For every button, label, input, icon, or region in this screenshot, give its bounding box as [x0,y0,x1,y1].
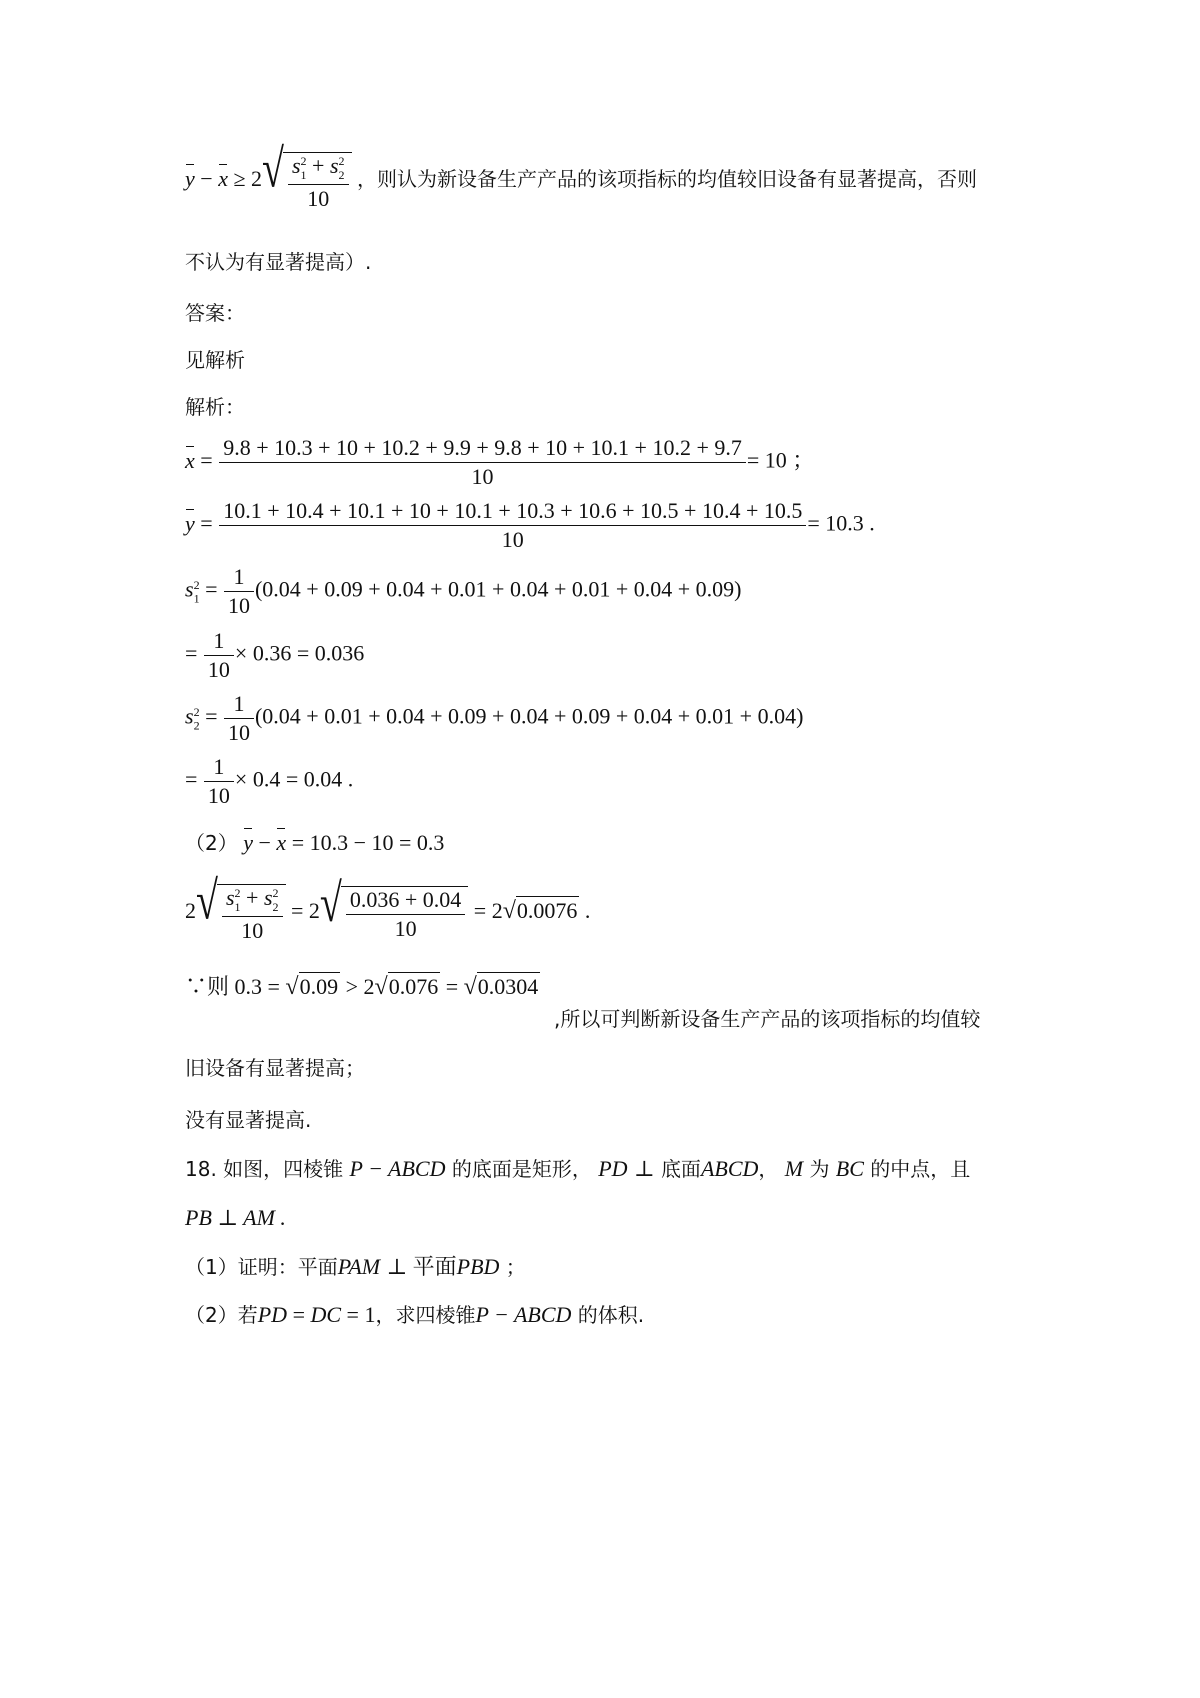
analysis-label: 解析： [185,395,245,419]
xbar-symbol: x [218,166,228,192]
s2-variance-result: = $\frac{1}{10}$ × 0.4 = 0.04 . [185,754,354,808]
sqrt-expression: √ $\frac{s_1^2 + s_2^2}{10}$ [262,152,352,210]
question-18-part1: （1）证明：平面PAM ⊥ 平面PBD ； [185,1254,526,1279]
because-comparison: ∵则 0.3 = √0.09 > 2√0.076 = √0.0304 [185,974,539,1000]
answer-label: 答案： [185,301,245,325]
s1-variance-result: = $\frac{1}{10}$ × 0.36 = 0.036 [185,628,365,682]
question-18-part2: （2）若PD = DC = 1，求四棱锥P − ABCD 的体积. [185,1302,645,1327]
no-improvement-text: 没有显著提高. [185,1108,312,1132]
xbar-equation: x = $\frac{9.8 + 10.3 + 10 + 10.2 + 9.9 + 9.8 + 10 + 10.1 + 10.2 + 9.7}{10}$ = 10 ； [185,435,815,489]
criterion-text-cont: 不认为有显著提高）. [185,250,372,274]
criterion-text: ，则认为新设备生产产品的该项指标的均值较旧设备有显著提高，否则 [357,167,978,192]
conclusion-text-cont: 旧设备有显著提高； [185,1056,365,1080]
sqrt-threshold-equation: 2 √ $\frac{s_1^2 + s_2^2}{10}$ = 2 √ $\frac{0.036 + 0.04}{10}$ = 2√0.0076 . [185,869,591,943]
answer-text: 见解析 [185,348,245,372]
question-18: 18. 如图，四棱锥 P − ABCD 的底面是矩形， PD ⊥ 底面ABCD， M 为 BC 的中点，且 [185,1156,971,1181]
ybar-symbol: y [185,166,195,192]
conclusion-text: ,所以可判断新设备生产产品的该项指标的均值较 [554,1007,981,1031]
s1-variance-equation: $s_1^2$ = $\frac{1}{10}$ (0.04 + 0.09 + 0.04 + 0.01 + 0.04 + 0.01 + 0.04 + 0.09) [185,564,742,618]
part2-difference: （2） y − x = 10.3 − 10 = 0.3 [185,830,445,855]
ybar-equation: y = 10.1 + 10.4 + 10.1 + 10 + 10.1 + 10.3 + 10.6 + 10.5 + 10.4 + 10.5 10 = 10.3 . [185,498,875,552]
s2-variance-equation: $s_2^2$ = $\frac{1}{10}$ (0.04 + 0.01 + 0.04 + 0.09 + 0.04 + 0.09 + 0.04 + 0.01 + 0.04) [185,691,804,745]
question-18-cont: PB ⊥ AM . [185,1205,286,1230]
criterion-line: y − x ≥ 2 √ $\frac{s_1^2 + s_2^2}{10}$ ，则认为新设备生产产品的该项指标的均值较旧设备有显著提高，否则 [185,137,978,211]
